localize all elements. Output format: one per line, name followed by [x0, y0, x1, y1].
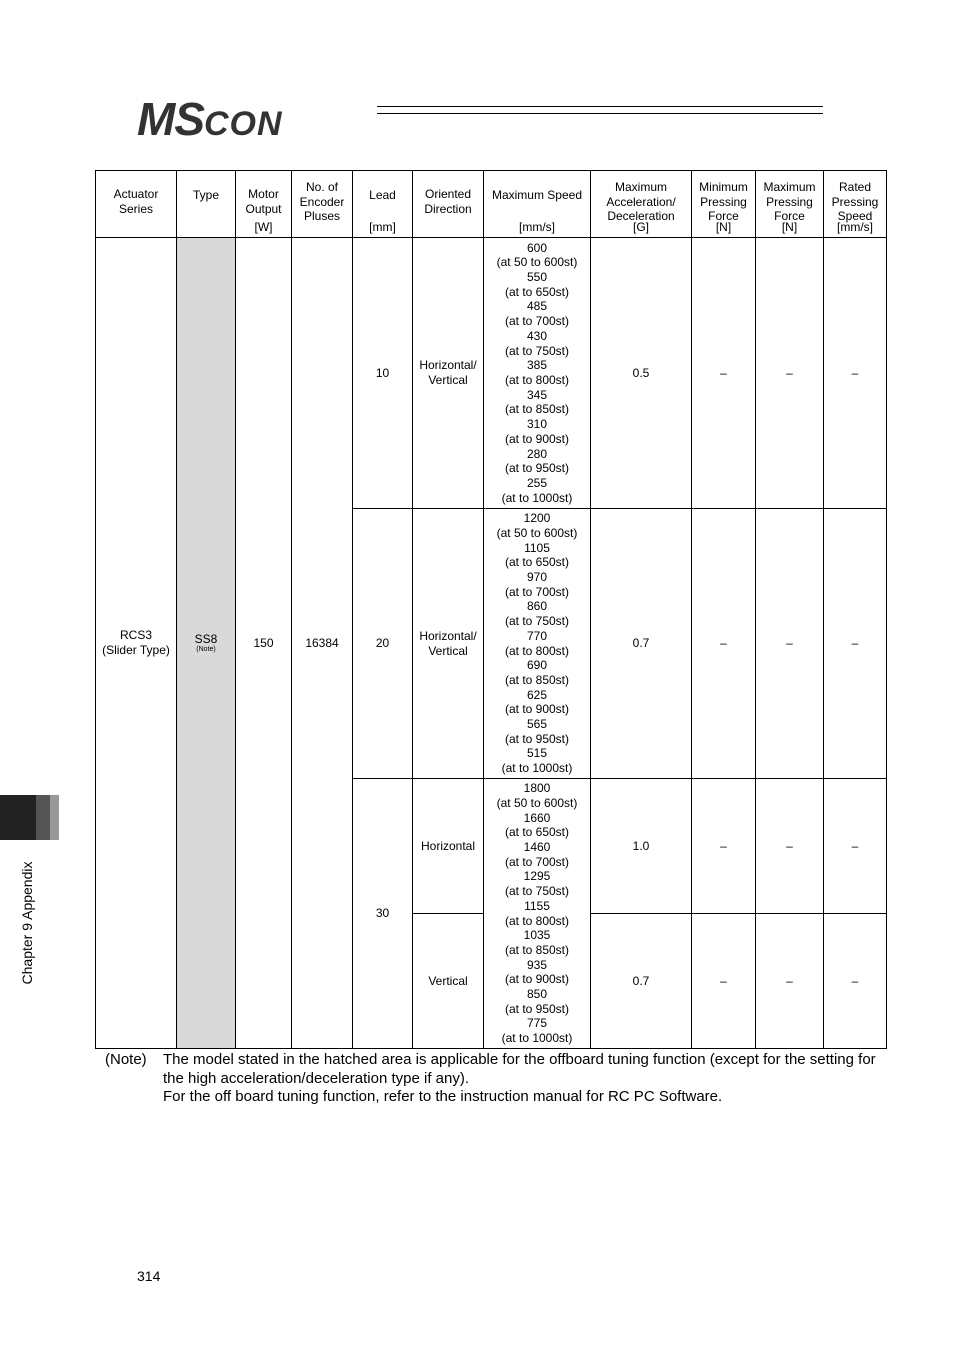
- min-force-cell: –: [692, 509, 756, 779]
- header-lead: Lead [mm]: [353, 171, 413, 238]
- header-rule-bottom: [377, 113, 823, 114]
- header-motor-output: Motor Output [W]: [236, 171, 292, 238]
- acceleration-cell: 0.5: [591, 238, 692, 509]
- header-max-pressing-force: Maximum Pressing Force [N]: [756, 171, 824, 238]
- direction-cell: Vertical: [413, 914, 484, 1049]
- header-rule-top: [377, 106, 823, 107]
- logo-sub: CON: [204, 105, 283, 143]
- page-number: 314: [137, 1268, 161, 1284]
- note-line-1: The model stated in the hatched area is applicable for the offboard tuning function (except for the setting for the high acceleration/deceleration type if any).: [163, 1051, 876, 1087]
- header-maximum-speed: Maximum Speed [mm/s]: [484, 171, 591, 238]
- chapter-tab-mid: [36, 795, 50, 840]
- max-force-cell: –: [756, 509, 824, 779]
- header-type: Type: [177, 171, 236, 238]
- encoder-pulses-cell: 16384: [292, 238, 353, 1049]
- acceleration-cell: 0.7: [591, 914, 692, 1049]
- type-value: SS8: [194, 631, 218, 646]
- table-note: [105, 1051, 885, 1107]
- header-min-pressing-force: Minimum Pressing Force [N]: [692, 171, 756, 238]
- max-force-cell: –: [756, 238, 824, 509]
- max-speed-cell: 600 (at 50 to 600st) 550 (at to 650st) 485 (at to 700st) 430 (at to 750st) 385 (at to 800st) 345 (at to 850st) 310 (at to 900st) 280 (at to 950st) 255 (at to 1000st): [484, 238, 591, 509]
- max-speed-cell: 1200 (at 50 to 600st) 1105 (at to 650st) 970 (at to 700st) 860 (at to 750st) 770 (at to 800st) 690 (at to 850st) 625 (at to 900st) 565 (at to 950st) 515 (at to 1000st): [484, 509, 591, 779]
- lead-cell: 30: [353, 779, 413, 1049]
- rated-speed-cell: –: [824, 914, 887, 1049]
- acceleration-cell: 0.7: [591, 509, 692, 779]
- min-force-cell: –: [692, 914, 756, 1049]
- note-line-2: For the off board tuning function, refer to the instruction manual for RC PC Software.: [163, 1088, 723, 1105]
- rated-speed-cell: –: [824, 779, 887, 914]
- direction-cell: Horizontal: [413, 779, 484, 914]
- specification-table: [95, 170, 887, 1049]
- mscon-logo: [137, 92, 283, 146]
- chapter-tab-light: [50, 795, 59, 840]
- header-max-acceleration: Maximum Acceleration/ Deceleration [G]: [591, 171, 692, 238]
- rated-speed-cell: –: [824, 238, 887, 509]
- header-row: [96, 171, 887, 238]
- table-row: [96, 238, 887, 509]
- max-force-cell: –: [756, 914, 824, 1049]
- motor-output-cell: 150: [236, 238, 292, 1049]
- chapter-tab-dark: [0, 795, 36, 840]
- type-note-marker: (Note): [196, 646, 216, 654]
- header-rated-pressing-speed: Rated Pressing Speed [mm/s]: [824, 171, 887, 238]
- max-force-cell: –: [756, 779, 824, 914]
- header-actuator-series: Actuator Series: [96, 171, 177, 238]
- rated-speed-cell: –: [824, 509, 887, 779]
- lead-cell: 10: [353, 238, 413, 509]
- note-tag: (Note): [105, 1051, 147, 1068]
- actuator-series-cell: RCS3 (Slider Type): [96, 238, 177, 1049]
- header-oriented-direction: Oriented Direction: [413, 171, 484, 238]
- direction-cell: Horizontal/ Vertical: [413, 238, 484, 509]
- lead-cell: 20: [353, 509, 413, 779]
- header-encoder-pulses: No. of Encoder Pluses: [292, 171, 353, 238]
- chapter-label: Chapter 9 Appendix: [19, 861, 35, 985]
- min-force-cell: –: [692, 238, 756, 509]
- acceleration-cell: 1.0: [591, 779, 692, 914]
- min-force-cell: –: [692, 779, 756, 914]
- logo-main: MS: [137, 93, 204, 145]
- direction-cell: Horizontal/ Vertical: [413, 509, 484, 779]
- type-cell: [177, 238, 236, 1049]
- max-speed-cell: 1800 (at 50 to 600st) 1660 (at to 650st) 1460 (at to 700st) 1295 (at to 750st) 1155 (at to 800st) 1035 (at to 850st) 935 (at to 900st) 850 (at to 950st) 775 (at to 1000st): [484, 779, 591, 1049]
